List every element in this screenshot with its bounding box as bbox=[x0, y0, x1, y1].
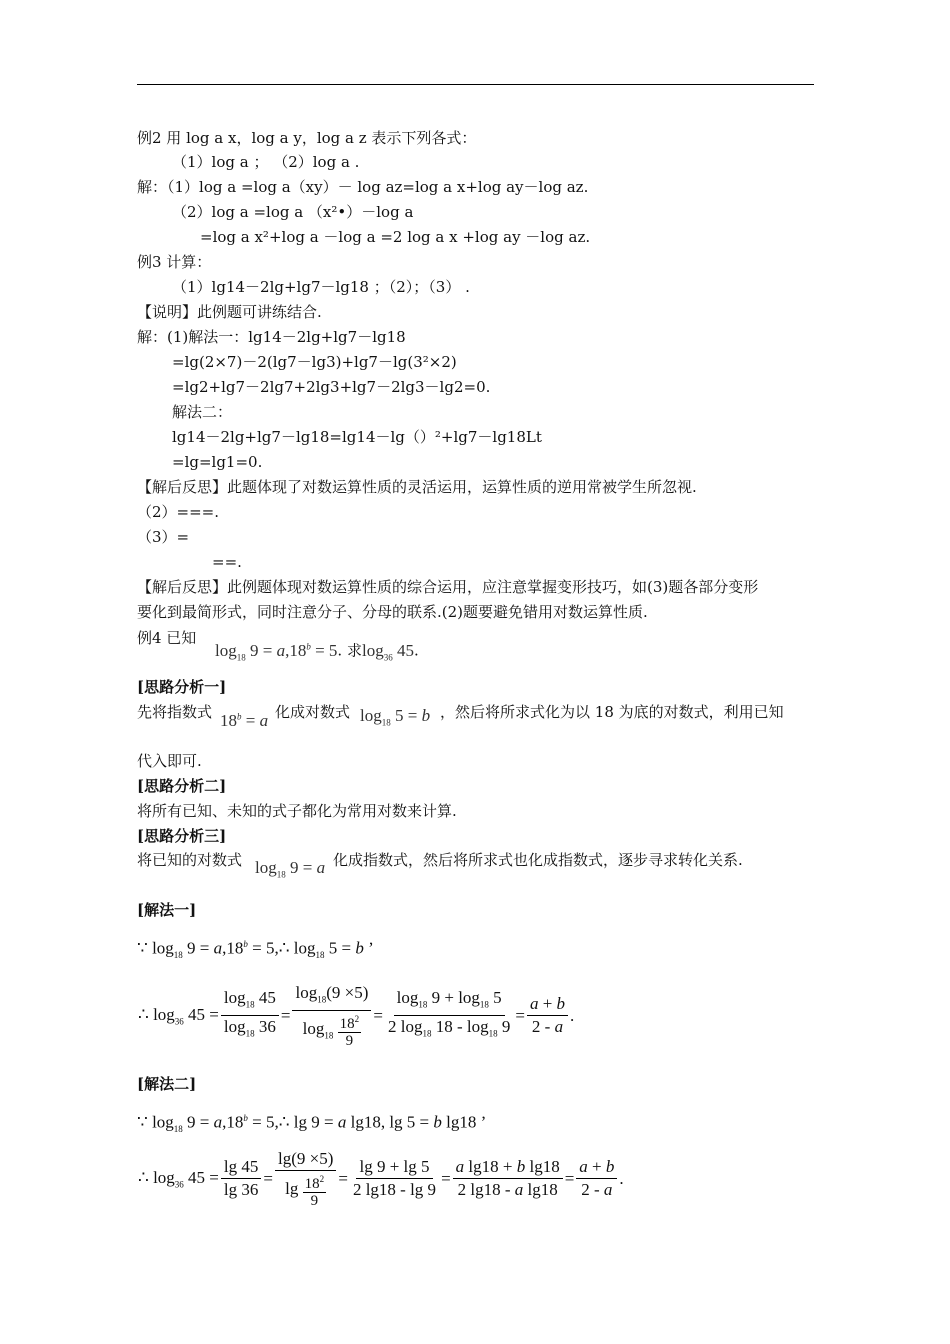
text-line: （2）log a =log a （x²•）－log a bbox=[172, 203, 414, 221]
p3-math: $\log_{18} 9 = a$ bbox=[255, 858, 326, 880]
s2-line1: ∵ $\log_{18} 9 = a,18^b$ = 5,∴ lg 9 = a lg18, lg 5 = b lg18 ’ bbox=[137, 1112, 487, 1135]
text-line: 【解后反思】此题体现了对数运算性质的灵活运用，运算性质的逆用常被学生所忽视. bbox=[137, 478, 697, 496]
text-line: 先将指数式 bbox=[137, 703, 213, 721]
text-line: 【说明】此例题可讲练结合. bbox=[137, 303, 322, 321]
text-line: 例3 计算： bbox=[137, 253, 212, 271]
header-rule bbox=[137, 84, 814, 85]
s1-equation: ∴ $\log_{36} 45$ = $\frac{\log_{18} 45}{\log_{18} 36}$ = $\log_{18}(9 \times 5)$ $\log_{18}$ $\frac{18^2}{9}$ = $\frac{\log_{18} 9 + \log_{18} 5}{2 \log_{18} 18 - \log_{18} 9}$ = $\frac{a + b}{2 - a}$ . bbox=[138, 983, 575, 1050]
p1-math2: $\log_{18} 5 = b$ bbox=[360, 706, 431, 728]
text-line: 解：(1)解法一：lg14－2lg+lg7－lg18 bbox=[137, 328, 406, 346]
text-line: =lg2+lg7－2lg7+2lg3+lg7－2lg3－lg2=0. bbox=[172, 378, 491, 396]
text-line: =log a x²+log a －log a =2 log a x +log ay －log az. bbox=[200, 228, 591, 246]
text-line: [思路分析二] bbox=[137, 777, 227, 795]
text-line: （3）= bbox=[137, 528, 190, 546]
text-line: [思路分析一] bbox=[137, 678, 227, 696]
text-line: （2）===. bbox=[137, 503, 220, 521]
text-line: 例4 已知 bbox=[137, 629, 197, 647]
text-line: （1）lg14－2lg+lg7－lg18 ；（2）；（3） . bbox=[172, 278, 470, 296]
text-line: 【解后反思】此例题体现对数运算性质的综合运用，应注意掌握变形技巧，如(3)题各部分变形 bbox=[137, 578, 759, 596]
text-line: （1）log a ； （2）log a . bbox=[172, 153, 360, 171]
p1-tail: ，然后将所求式化为以 18 为底的对数式，利用已知 bbox=[440, 703, 784, 721]
text-line: 代入即可. bbox=[137, 752, 202, 770]
text-line: 将所有已知、未知的式子都化为常用对数来计算. bbox=[137, 802, 457, 820]
text-line: =lg=lg1=0. bbox=[172, 453, 263, 471]
text-line: =lg(2×7)－2(lg7－lg3)+lg7－lg(3²×2) bbox=[172, 353, 457, 371]
s1-line1: ∵ $\log_{18} 9 = a,18^b$ = 5,∴ $\log_{18} 5 = b$ ’ bbox=[137, 938, 374, 961]
text-line: lg14－2lg+lg7－lg18=lg14－lg（）²+lg7－lg18Lt bbox=[172, 428, 542, 446]
text-line: ==. bbox=[212, 553, 242, 571]
text-line: 例2 用 log a x，log a y，log a z 表示下列各式： bbox=[137, 129, 477, 147]
ex4-math: $\log_{18} 9 = a,18^b = 5$. 求$\log_{36} 45$. bbox=[215, 640, 419, 663]
p3-tail: 化成指数式，然后将所求式也化成指数式，逐步寻求转化关系. bbox=[333, 851, 743, 869]
text-line: 要化到最简形式，同时注意分子、分母的联系.(2)题要避免错用对数运算性质. bbox=[137, 603, 648, 621]
text-line: [解法一] bbox=[137, 901, 197, 919]
ex4-ask-word: . 求 bbox=[337, 641, 362, 660]
s2-equation: ∴ $\log_{36} 45$ = $\frac{\lg 45}{\lg 36}$ = lg(9 ×5) lg $\frac{18^2}{9}$ = $\frac{\lg 9 + \lg 5}{2 \lg 18 - \lg 9}$ = $\frac{\text{a lg18 + b lg18}}{\text{2 lg18 - a lg18}}$ = $\frac{a + b}{2 - a}$ . bbox=[138, 1149, 624, 1209]
text-line: 将已知的对数式 bbox=[137, 851, 243, 869]
text-line: 解法二： bbox=[172, 403, 233, 421]
text-line: [解法二] bbox=[137, 1075, 197, 1093]
text-line: [思路分析三] bbox=[137, 827, 227, 845]
p1-math: $18^b = a$ bbox=[220, 710, 269, 730]
text-line: 解：（1）log a =log a（xy）－ log az=log a x+log ay－log az. bbox=[137, 178, 589, 196]
p1-mid: 化成对数式 bbox=[275, 703, 351, 721]
